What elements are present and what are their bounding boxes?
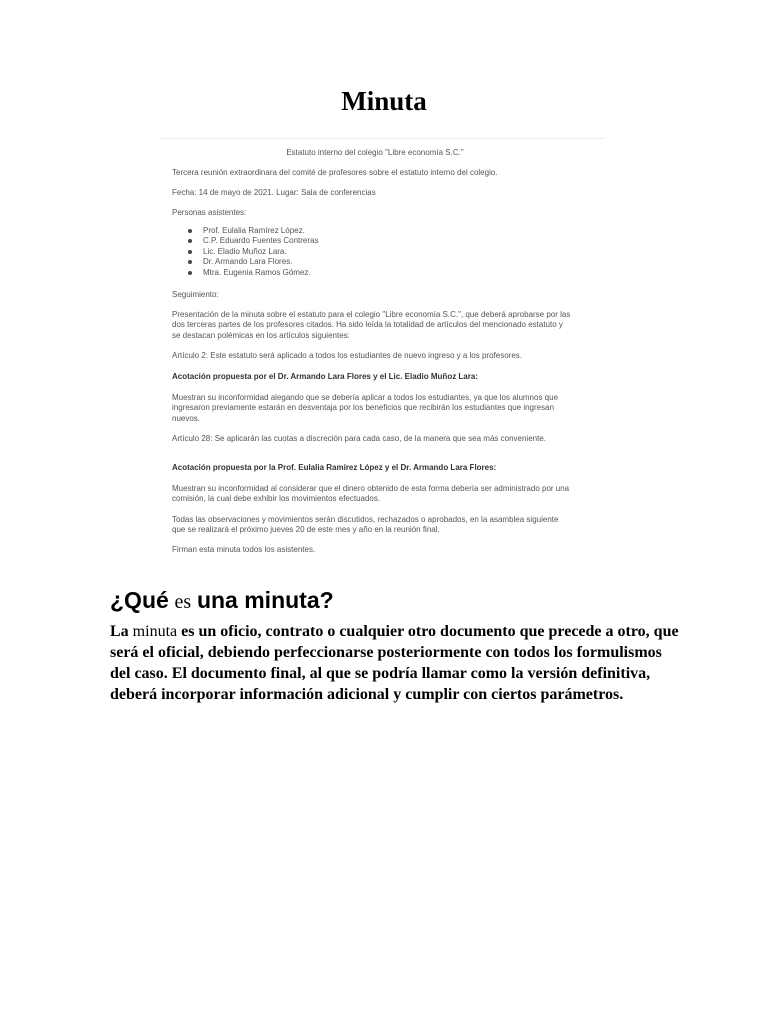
heading-part-1: ¿Qué <box>110 587 169 613</box>
bullet-icon <box>188 239 192 243</box>
section-body <box>110 621 680 705</box>
body-text: es un oficio, contrato o cualquier otro documento que precede a otro, que será el oficial, debiendo perfeccionarse posteriormente con todos los formulismos del caso. El documento final, al que se podría llamar como la versión definitiva, deberá incorporar información adicional y cumplir con ciertos parámetros. <box>110 623 679 703</box>
heading-part-2: es <box>174 591 192 613</box>
scan-attendees-label: Personas asistentes: <box>172 208 247 217</box>
scan-presentation: Presentación de la minuta sobre el estatuto para el colegio "Libre economía S.C.", que deberá aprobarse por las dos terceras partes de los profesores citados. Ha sido leída la totalidad de artículos del mencionado estatuto y se destacan polémicas en los artículos siguientes: <box>172 310 571 340</box>
scan-observations: Todas las observaciones y movimientos serán discutidos, rechazados o aprobados, en la asamblea siguiente que se realizará el próximo jueves 20 de este mes y año en la reunión final. <box>172 515 559 535</box>
bullet-icon <box>188 229 192 233</box>
bullet-icon <box>188 250 192 254</box>
scan-annotation-1-text: Muestran su inconformidad alegando que se debería aplicar a todos los estudiantes, ya que los alumnos que ingresaron previamente estarán en desventaja por los beneficios que recibirán los estudiantes que ingresan nuevos. <box>172 393 559 423</box>
scan-annotation-1: Acotación propuesta por el Dr. Armando Lara Flores y el Lic. Eladio Muñoz Lara: <box>172 372 478 381</box>
scan-article-28: Artículo 28: Se aplicarán las cuotas a discreción para cada caso, de la manera que sea más conveniente. <box>172 434 546 443</box>
list-item: Lic. Eladio Muñoz Lara. <box>172 247 318 257</box>
scan-article-2: Artículo 2: Este estatuto será aplicado a todos los estudiantes de nuevo ingreso y a los profesores. <box>172 351 522 360</box>
image-top-border <box>160 138 605 139</box>
document-title: Minuta <box>341 86 427 116</box>
scanned-minute-image <box>160 138 605 560</box>
body-term: minuta <box>132 623 178 640</box>
bullet-icon <box>188 260 192 264</box>
scan-signature: Firman esta minuta todos los asistentes. <box>172 545 316 554</box>
list-item: Prof. Eulalia Ramírez López. <box>172 226 318 236</box>
scan-intro: Tercera reunión extraordinara del comité de profesores sobre el estatuto interno del colegio. <box>172 168 498 177</box>
scan-date-line: Fecha: 14 de mayo de 2021. Lugar: Sala de conferencias <box>172 188 376 197</box>
body-lead: La <box>110 623 129 640</box>
scan-annotation-2-text: Muestran su inconformidad al considerar que el dinero obtenido de esta forma debería ser administrado por una comisión, la cual debe exhibir los movimientos efectuados. <box>172 484 570 504</box>
scan-annotation-2: Acotación propuesta por la Prof. Eulalia Ramírez López y el Dr. Armando Lara Flores: <box>172 463 497 472</box>
list-item: Dr. Armando Lara Flores. <box>172 257 318 267</box>
scan-header: Estatuto interno del colegio "Libre economía S.C." <box>286 148 464 157</box>
heading-part-3: una minuta? <box>196 587 334 613</box>
list-item: Mtra. Eugenia Ramos Gómez. <box>172 268 318 278</box>
section-heading <box>110 587 334 614</box>
list-item: C.P. Eduardo Fuentes Contreras <box>172 236 318 246</box>
attendee-list <box>172 226 318 278</box>
bullet-icon <box>188 271 192 275</box>
scan-follow-up-label: Seguimiento: <box>172 290 219 299</box>
